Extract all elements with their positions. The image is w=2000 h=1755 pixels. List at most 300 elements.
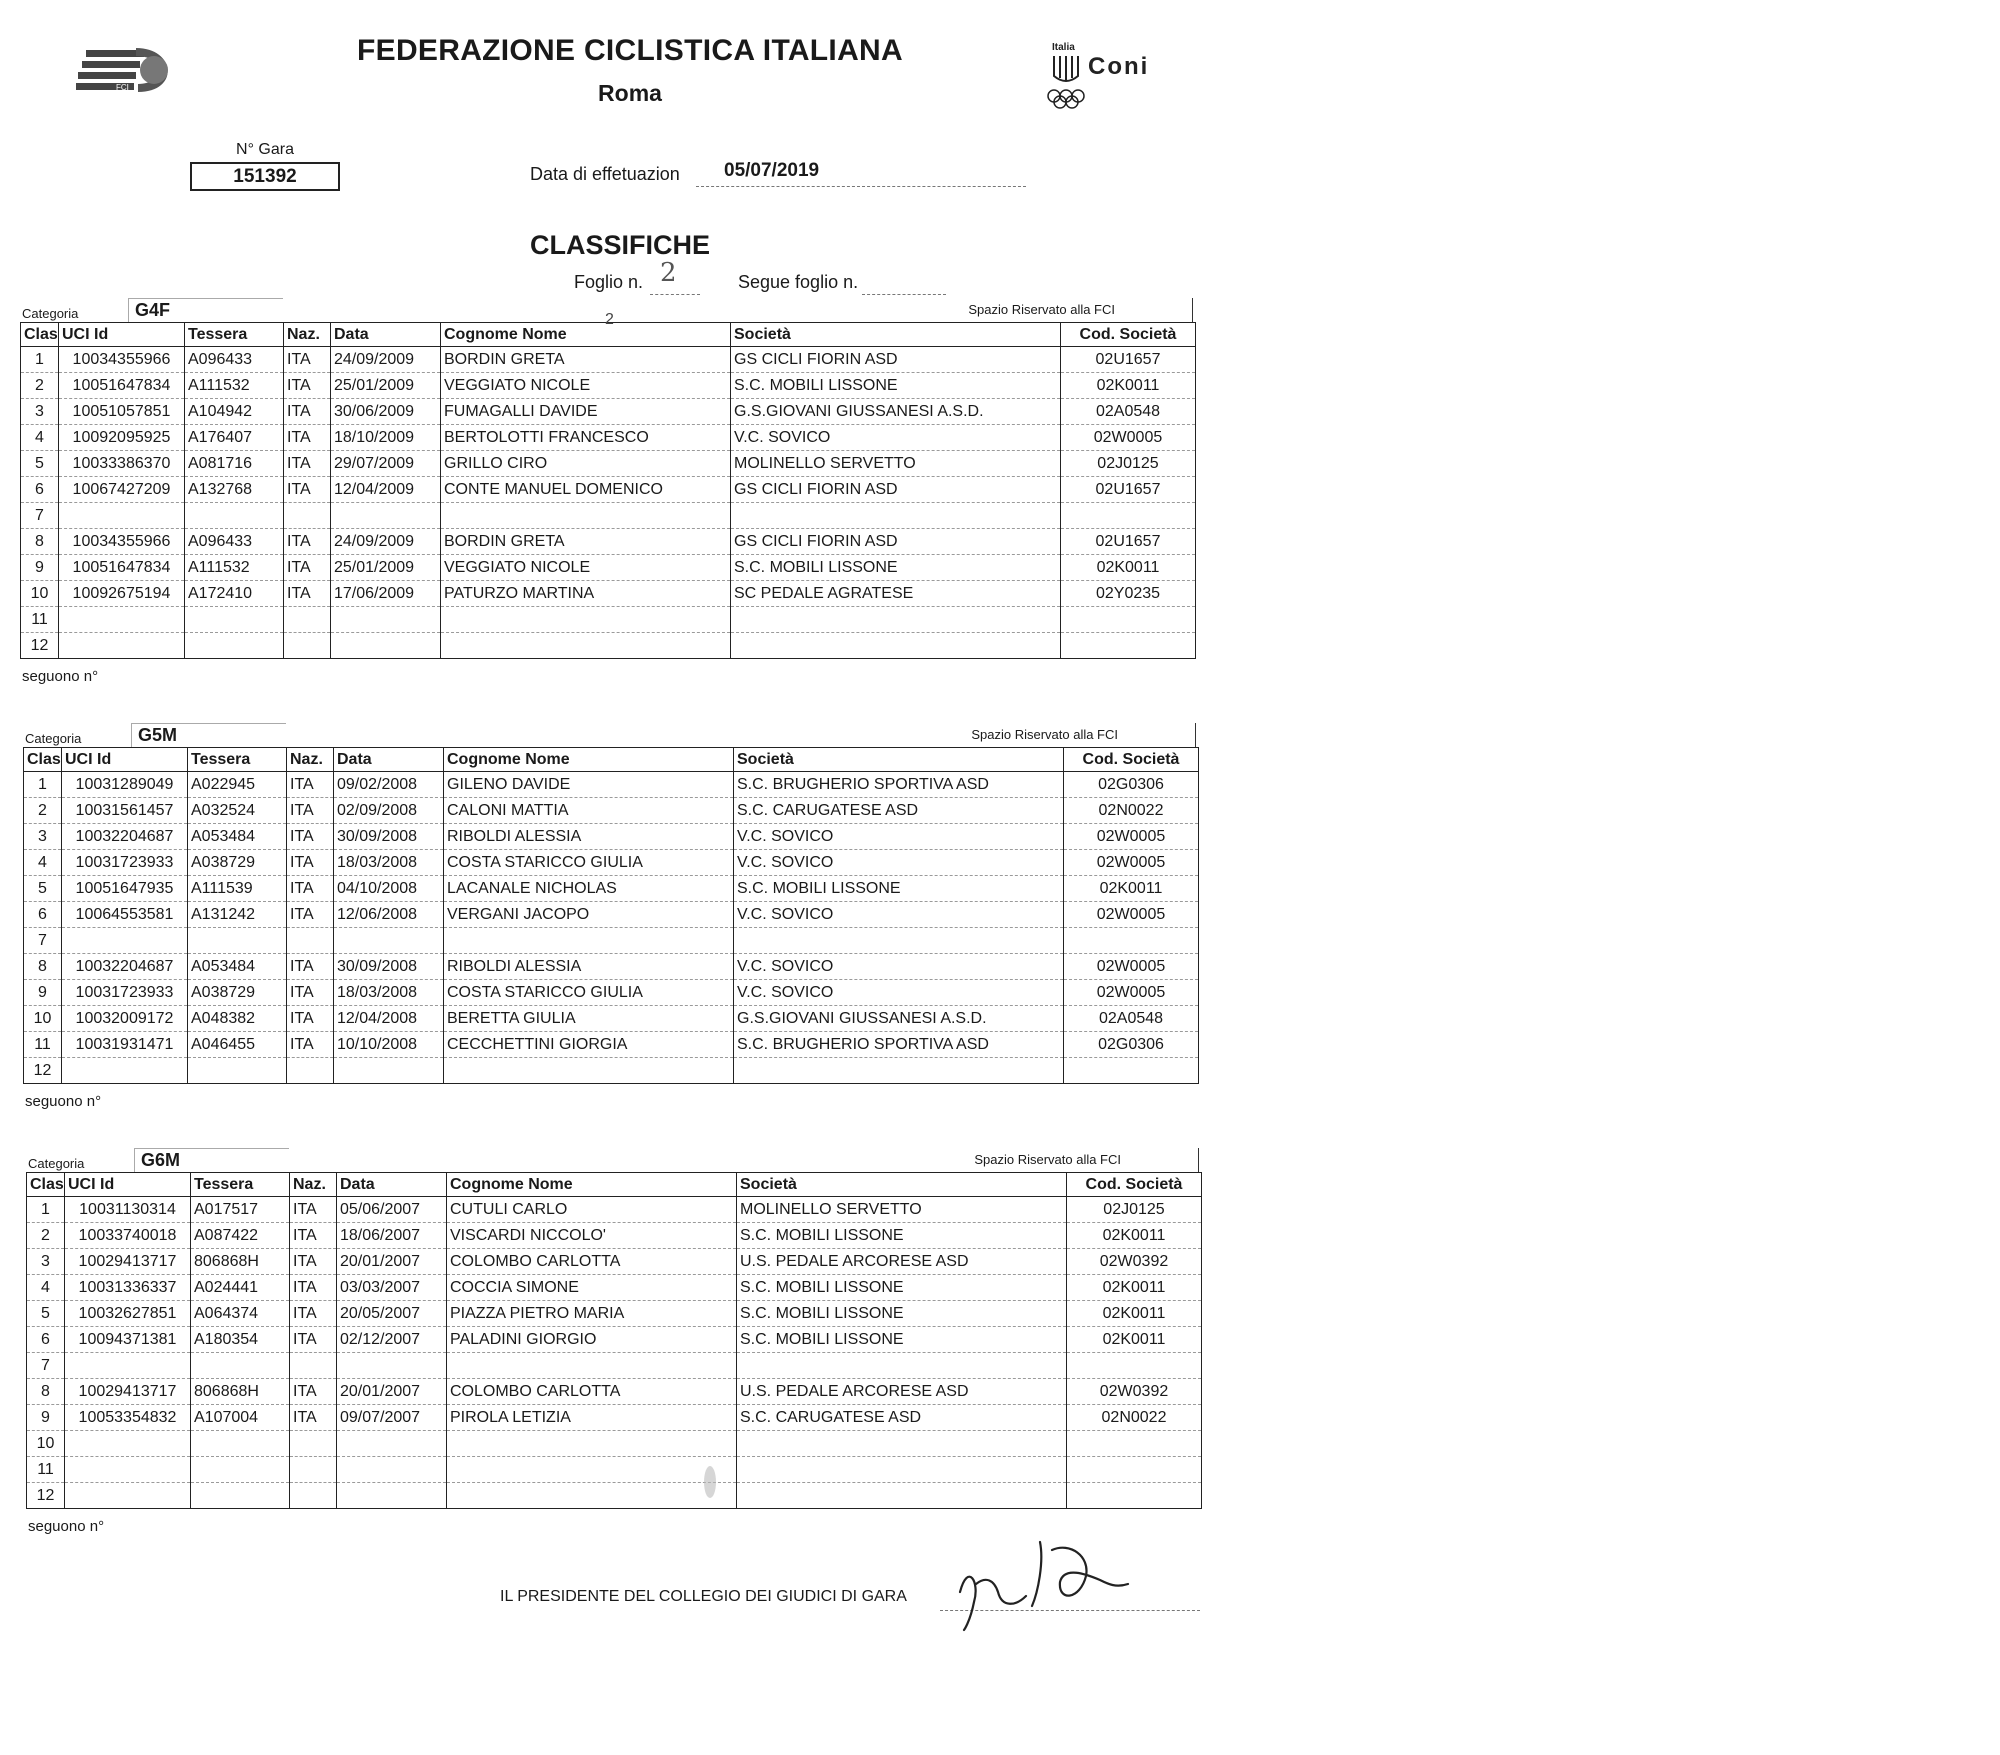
- cell-uci-id: 10029413717: [65, 1379, 191, 1405]
- cell-cognome-nome: CUTULI CARLO: [447, 1197, 737, 1223]
- cell-clas: 4: [27, 1275, 65, 1301]
- category-header: [20, 298, 1195, 328]
- table-row: [27, 1483, 1202, 1509]
- table-row: [24, 954, 1199, 980]
- reserved-divider: [1198, 1148, 1199, 1172]
- cell-cod-societa: [1061, 633, 1196, 659]
- cell-clas: 11: [24, 1032, 62, 1058]
- table-row: [27, 1197, 1202, 1223]
- cell-tessera: [191, 1483, 290, 1509]
- cell-cod-societa: 02J0125: [1067, 1197, 1202, 1223]
- cell-societa: V.C. SOVICO: [734, 824, 1064, 850]
- signature: [940, 1522, 1190, 1632]
- cell-tessera: A032524: [188, 798, 287, 824]
- cell-cod-societa: 02J0125: [1061, 451, 1196, 477]
- cell-cognome-nome: BERETTA GIULIA: [444, 1006, 734, 1032]
- cell-societa: V.C. SOVICO: [734, 902, 1064, 928]
- cell-data: [331, 633, 441, 659]
- cell-data: 25/01/2009: [331, 555, 441, 581]
- cell-uci-id: 10051057851: [59, 399, 185, 425]
- cell-cognome-nome: VEGGIATO NICOLE: [441, 373, 731, 399]
- table-header-row: [24, 748, 1199, 772]
- cell-clas: 9: [27, 1405, 65, 1431]
- cell-clas: 7: [27, 1353, 65, 1379]
- cell-naz: ITA: [290, 1249, 337, 1275]
- cell-cod-societa: 02A0548: [1061, 399, 1196, 425]
- cell-uci-id: [62, 1058, 188, 1084]
- cell-tessera: A104942: [185, 399, 284, 425]
- cell-tessera: A053484: [188, 824, 287, 850]
- cell-cognome-nome: [441, 503, 731, 529]
- table-row: [21, 373, 1196, 399]
- cell-naz: ITA: [284, 373, 331, 399]
- table-row: [24, 1032, 1199, 1058]
- cell-societa: [737, 1483, 1067, 1509]
- cell-tessera: A176407: [185, 425, 284, 451]
- cell-clas: 6: [24, 902, 62, 928]
- cell-societa: S.C. MOBILI LISSONE: [737, 1301, 1067, 1327]
- cell-cod-societa: 02U1657: [1061, 347, 1196, 373]
- date-underline: [696, 186, 1026, 187]
- cell-societa: G.S.GIOVANI GIUSSANESI A.S.D.: [731, 399, 1061, 425]
- column-header-uci-id: UCI Id: [65, 1173, 191, 1197]
- cell-data: 12/04/2008: [334, 1006, 444, 1032]
- cell-data: [337, 1457, 447, 1483]
- cell-clas: 12: [27, 1483, 65, 1509]
- cell-data: 02/09/2008: [334, 798, 444, 824]
- cell-cod-societa: 02G0306: [1064, 1032, 1199, 1058]
- segue-label: Segue foglio n.: [738, 272, 859, 292]
- table-row: [24, 772, 1199, 798]
- table-row: [27, 1223, 1202, 1249]
- cell-tessera: 806868H: [191, 1249, 290, 1275]
- column-header-cognome-nome: Cognome Nome: [447, 1173, 737, 1197]
- cell-data: 04/10/2008: [334, 876, 444, 902]
- cell-clas: 1: [21, 347, 59, 373]
- cell-data: 30/09/2008: [334, 824, 444, 850]
- cell-cod-societa: 02W0005: [1064, 954, 1199, 980]
- cell-societa: V.C. SOVICO: [734, 850, 1064, 876]
- cell-clas: 2: [21, 373, 59, 399]
- cell-clas: 7: [24, 928, 62, 954]
- cell-cognome-nome: BERTOLOTTI FRANCESCO: [441, 425, 731, 451]
- cell-cod-societa: [1067, 1457, 1202, 1483]
- cell-uci-id: 10031130314: [65, 1197, 191, 1223]
- category-name: G4F: [128, 298, 283, 322]
- cell-naz: ITA: [290, 1379, 337, 1405]
- cell-societa: S.C. BRUGHERIO SPORTIVA ASD: [734, 772, 1064, 798]
- cell-data: 24/09/2009: [331, 529, 441, 555]
- cell-naz: ITA: [284, 529, 331, 555]
- table-row: [24, 928, 1199, 954]
- cell-naz: ITA: [287, 876, 334, 902]
- cell-clas: 2: [24, 798, 62, 824]
- cell-societa: S.C. MOBILI LISSONE: [731, 555, 1061, 581]
- cell-tessera: A180354: [191, 1327, 290, 1353]
- cell-clas: 7: [21, 503, 59, 529]
- category-label: Categoria: [25, 731, 82, 746]
- cell-data: [337, 1431, 447, 1457]
- cell-naz: ITA: [287, 824, 334, 850]
- cell-uci-id: [59, 503, 185, 529]
- cell-cod-societa: 02W0005: [1064, 902, 1199, 928]
- cell-cognome-nome: COSTA STARICCO GIULIA: [444, 850, 734, 876]
- cell-tessera: A111532: [185, 555, 284, 581]
- cell-naz: ITA: [287, 1006, 334, 1032]
- cell-clas: 3: [27, 1249, 65, 1275]
- cell-cod-societa: [1067, 1483, 1202, 1509]
- table-row: [21, 581, 1196, 607]
- cell-tessera: A081716: [185, 451, 284, 477]
- cell-uci-id: 10092095925: [59, 425, 185, 451]
- cell-naz: [284, 607, 331, 633]
- table-row: [24, 1006, 1199, 1032]
- cell-uci-id: 10031931471: [62, 1032, 188, 1058]
- cell-cognome-nome: COLOMBO CARLOTTA: [447, 1379, 737, 1405]
- cell-naz: ITA: [284, 399, 331, 425]
- cell-data: 18/03/2008: [334, 980, 444, 1006]
- table-row: [21, 555, 1196, 581]
- cell-cognome-nome: CECCHETTINI GIORGIA: [444, 1032, 734, 1058]
- cell-tessera: A053484: [188, 954, 287, 980]
- cell-uci-id: 10034355966: [59, 347, 185, 373]
- cell-cod-societa: 02W0005: [1061, 425, 1196, 451]
- cell-naz: ITA: [287, 1032, 334, 1058]
- cell-naz: ITA: [284, 555, 331, 581]
- page-title: CLASSIFICHE: [530, 230, 711, 260]
- cell-tessera: A087422: [191, 1223, 290, 1249]
- president-label: IL PRESIDENTE DEL COLLEGIO DEI GIUDICI DI GARA: [500, 1588, 907, 1605]
- cell-data: [337, 1353, 447, 1379]
- cell-uci-id: 10051647834: [59, 555, 185, 581]
- cell-clas: 8: [24, 954, 62, 980]
- cell-cod-societa: 02U1657: [1061, 529, 1196, 555]
- cell-cod-societa: 02W0005: [1064, 980, 1199, 1006]
- cell-data: 24/09/2009: [331, 347, 441, 373]
- column-header-cognome-nome: Cognome Nome: [441, 323, 731, 347]
- cell-cognome-nome: CALONI MATTIA: [444, 798, 734, 824]
- cell-uci-id: 10029413717: [65, 1249, 191, 1275]
- cell-data: [334, 928, 444, 954]
- cell-naz: [287, 928, 334, 954]
- category-section-g5m: [23, 723, 1198, 1110]
- cell-naz: ITA: [290, 1301, 337, 1327]
- cell-data: 20/01/2007: [337, 1249, 447, 1275]
- category-name: G6M: [134, 1148, 289, 1172]
- cell-tessera: [191, 1353, 290, 1379]
- cell-cod-societa: [1067, 1431, 1202, 1457]
- table-row: [27, 1431, 1202, 1457]
- cell-cod-societa: 02K0011: [1064, 876, 1199, 902]
- table-row: [21, 607, 1196, 633]
- cell-cod-societa: 02A0548: [1064, 1006, 1199, 1032]
- cell-data: 12/04/2009: [331, 477, 441, 503]
- cell-uci-id: 10094371381: [65, 1327, 191, 1353]
- cell-data: 10/10/2008: [334, 1032, 444, 1058]
- cell-data: 02/12/2007: [337, 1327, 447, 1353]
- column-header-tessera: Tessera: [185, 323, 284, 347]
- column-header-data: Data: [331, 323, 441, 347]
- cell-data: 29/07/2009: [331, 451, 441, 477]
- cell-data: 09/02/2008: [334, 772, 444, 798]
- cell-naz: ITA: [290, 1197, 337, 1223]
- table-row: [27, 1379, 1202, 1405]
- cell-uci-id: [65, 1457, 191, 1483]
- cell-cod-societa: [1061, 503, 1196, 529]
- cell-tessera: A107004: [191, 1405, 290, 1431]
- cell-uci-id: 10032009172: [62, 1006, 188, 1032]
- column-header-societa: Società: [737, 1173, 1067, 1197]
- cell-data: [334, 1058, 444, 1084]
- table-header-row: [27, 1173, 1202, 1197]
- cell-cognome-nome: GILENO DAVIDE: [444, 772, 734, 798]
- cell-cod-societa: 02K0011: [1067, 1275, 1202, 1301]
- cell-tessera: A172410: [185, 581, 284, 607]
- cell-naz: ITA: [284, 425, 331, 451]
- cell-clas: 9: [24, 980, 62, 1006]
- cell-cognome-nome: CONTE MANUEL DOMENICO: [441, 477, 731, 503]
- cell-societa: S.C. BRUGHERIO SPORTIVA ASD: [734, 1032, 1064, 1058]
- cell-naz: ITA: [287, 954, 334, 980]
- column-header-clas: Clas: [24, 748, 62, 772]
- column-header-uci-id: UCI Id: [59, 323, 185, 347]
- cell-societa: [737, 1457, 1067, 1483]
- race-date-label: Data di effetuazion: [530, 164, 680, 184]
- cell-cognome-nome: PALADINI GIORGIO: [447, 1327, 737, 1353]
- cell-cod-societa: [1061, 607, 1196, 633]
- cell-uci-id: [65, 1431, 191, 1457]
- cell-naz: ITA: [287, 902, 334, 928]
- cell-tessera: [191, 1431, 290, 1457]
- cell-tessera: [185, 633, 284, 659]
- reserved-divider: [1192, 298, 1193, 322]
- cell-societa: MOLINELLO SERVETTO: [737, 1197, 1067, 1223]
- cell-clas: 11: [27, 1457, 65, 1483]
- table-row: [24, 980, 1199, 1006]
- cell-cognome-nome: RIBOLDI ALESSIA: [444, 824, 734, 850]
- cell-societa: S.C. CARUGATESE ASD: [734, 798, 1064, 824]
- seguono-label: seguono n°: [28, 1518, 105, 1535]
- cell-naz: ITA: [287, 850, 334, 876]
- cell-clas: 12: [24, 1058, 62, 1084]
- reserved-label: Spazio Riservato alla FCI: [974, 1152, 1121, 1167]
- table-row: [21, 529, 1196, 555]
- cell-cod-societa: 02K0011: [1067, 1301, 1202, 1327]
- cell-cod-societa: 02N0022: [1064, 798, 1199, 824]
- cell-cognome-nome: VEGGIATO NICOLE: [441, 555, 731, 581]
- table-row: [24, 798, 1199, 824]
- table-row: [21, 425, 1196, 451]
- cell-cod-societa: [1067, 1353, 1202, 1379]
- cell-naz: ITA: [287, 798, 334, 824]
- cell-uci-id: 10033740018: [65, 1223, 191, 1249]
- cell-uci-id: [65, 1483, 191, 1509]
- cell-cod-societa: [1064, 1058, 1199, 1084]
- cell-naz: ITA: [284, 581, 331, 607]
- reserved-label: Spazio Riservato alla FCI: [971, 727, 1118, 742]
- cell-naz: [284, 503, 331, 529]
- cell-uci-id: 10032204687: [62, 824, 188, 850]
- cell-societa: S.C. MOBILI LISSONE: [737, 1223, 1067, 1249]
- cell-clas: 5: [21, 451, 59, 477]
- cell-clas: 4: [21, 425, 59, 451]
- column-header-naz: Naz.: [290, 1173, 337, 1197]
- cell-societa: V.C. SOVICO: [734, 954, 1064, 980]
- cell-tessera: [188, 1058, 287, 1084]
- table-row: [21, 347, 1196, 373]
- cell-societa: G.S.GIOVANI GIUSSANESI A.S.D.: [734, 1006, 1064, 1032]
- column-header-uci-id: UCI Id: [62, 748, 188, 772]
- cell-clas: 4: [24, 850, 62, 876]
- category-label: Categoria: [28, 1156, 85, 1171]
- column-header-naz: Naz.: [287, 748, 334, 772]
- cell-data: 20/05/2007: [337, 1301, 447, 1327]
- cell-data: [331, 607, 441, 633]
- table-row: [24, 876, 1199, 902]
- table-row: [27, 1249, 1202, 1275]
- cell-societa: S.C. CARUGATESE ASD: [737, 1405, 1067, 1431]
- cell-tessera: A024441: [191, 1275, 290, 1301]
- cell-cod-societa: 02W0392: [1067, 1379, 1202, 1405]
- cell-uci-id: [62, 928, 188, 954]
- cell-societa: GS CICLI FIORIN ASD: [731, 529, 1061, 555]
- cell-naz: [290, 1353, 337, 1379]
- table-row: [27, 1301, 1202, 1327]
- cell-naz: [290, 1457, 337, 1483]
- cell-naz: ITA: [284, 477, 331, 503]
- cell-societa: SC PEDALE AGRATESE: [731, 581, 1061, 607]
- cell-cognome-nome: RIBOLDI ALESSIA: [444, 954, 734, 980]
- table-row: [27, 1327, 1202, 1353]
- cell-tessera: A017517: [191, 1197, 290, 1223]
- cell-societa: [737, 1431, 1067, 1457]
- table-row: [21, 503, 1196, 529]
- cell-clas: 10: [24, 1006, 62, 1032]
- column-header-societa: Società: [731, 323, 1061, 347]
- cell-societa: [731, 503, 1061, 529]
- cell-naz: [290, 1431, 337, 1457]
- cell-cognome-nome: [447, 1431, 737, 1457]
- cell-societa: [731, 633, 1061, 659]
- cell-uci-id: 10053354832: [65, 1405, 191, 1431]
- cell-societa: V.C. SOVICO: [734, 980, 1064, 1006]
- cell-uci-id: 10031336337: [65, 1275, 191, 1301]
- cell-cod-societa: [1064, 928, 1199, 954]
- column-header-tessera: Tessera: [191, 1173, 290, 1197]
- cell-naz: ITA: [290, 1327, 337, 1353]
- cell-societa: S.C. MOBILI LISSONE: [737, 1275, 1067, 1301]
- cell-cognome-nome: BORDIN GRETA: [441, 347, 731, 373]
- cell-uci-id: [59, 633, 185, 659]
- cell-societa: GS CICLI FIORIN ASD: [731, 477, 1061, 503]
- cell-societa: S.C. MOBILI LISSONE: [731, 373, 1061, 399]
- foglio-underline: [650, 294, 700, 295]
- table-row: [27, 1275, 1202, 1301]
- svg-text:Italia: Italia: [1052, 42, 1075, 53]
- cell-naz: ITA: [287, 772, 334, 798]
- cell-clas: 3: [24, 824, 62, 850]
- cell-tessera: A022945: [188, 772, 287, 798]
- table-row: [24, 902, 1199, 928]
- segue-underline: [862, 294, 946, 295]
- results-table: [26, 1172, 1202, 1509]
- table-row: [27, 1457, 1202, 1483]
- cell-uci-id: 10032204687: [62, 954, 188, 980]
- column-header-tessera: Tessera: [188, 748, 287, 772]
- foglio-label: Foglio n.: [574, 272, 644, 292]
- cell-cognome-nome: VISCARDI NICCOLO': [447, 1223, 737, 1249]
- cell-cognome-nome: PIROLA LETIZIA: [447, 1405, 737, 1431]
- cell-data: 30/06/2009: [331, 399, 441, 425]
- cell-societa: [737, 1353, 1067, 1379]
- cell-cod-societa: 02W0005: [1064, 850, 1199, 876]
- cell-uci-id: 10064553581: [62, 902, 188, 928]
- seguono-label: seguono n°: [22, 668, 99, 685]
- cell-cognome-nome: [444, 928, 734, 954]
- race-number: 151392: [190, 162, 340, 191]
- results-table: [23, 747, 1199, 1084]
- cell-naz: [290, 1483, 337, 1509]
- cell-uci-id: 10051647935: [62, 876, 188, 902]
- cell-clas: 10: [27, 1431, 65, 1457]
- cell-data: 18/06/2007: [337, 1223, 447, 1249]
- cell-cod-societa: 02K0011: [1061, 555, 1196, 581]
- cell-clas: 9: [21, 555, 59, 581]
- cell-clas: 5: [27, 1301, 65, 1327]
- table-row: [21, 633, 1196, 659]
- cell-data: 17/06/2009: [331, 581, 441, 607]
- cell-naz: [284, 633, 331, 659]
- cell-clas: 12: [21, 633, 59, 659]
- column-header-cod-societa: Cod. Società: [1064, 748, 1199, 772]
- cell-cognome-nome: COCCIA SIMONE: [447, 1275, 737, 1301]
- cell-clas: 8: [27, 1379, 65, 1405]
- cell-naz: ITA: [290, 1405, 337, 1431]
- column-header-clas: Clas: [21, 323, 59, 347]
- cell-societa: U.S. PEDALE ARCORESE ASD: [737, 1379, 1067, 1405]
- cell-data: 25/01/2009: [331, 373, 441, 399]
- column-header-clas: Clas: [27, 1173, 65, 1197]
- cell-clas: 2: [27, 1223, 65, 1249]
- cell-cognome-nome: PATURZO MARTINA: [441, 581, 731, 607]
- svg-text:FCI: FCI: [116, 83, 129, 92]
- cell-naz: [287, 1058, 334, 1084]
- cell-data: 05/06/2007: [337, 1197, 447, 1223]
- cell-clas: 10: [21, 581, 59, 607]
- cell-tessera: A046455: [188, 1032, 287, 1058]
- column-header-naz: Naz.: [284, 323, 331, 347]
- cell-naz: ITA: [290, 1275, 337, 1301]
- table-row: [27, 1353, 1202, 1379]
- cell-societa: U.S. PEDALE ARCORESE ASD: [737, 1249, 1067, 1275]
- cell-cognome-nome: VERGANI JACOPO: [444, 902, 734, 928]
- cell-societa: [734, 1058, 1064, 1084]
- cell-societa: [734, 928, 1064, 954]
- cell-uci-id: 10051647834: [59, 373, 185, 399]
- cell-cognome-nome: [447, 1353, 737, 1379]
- cell-data: 12/06/2008: [334, 902, 444, 928]
- cell-cognome-nome: PIAZZA PIETRO MARIA: [447, 1301, 737, 1327]
- reserved-label: Spazio Riservato alla FCI: [968, 302, 1115, 317]
- cell-cognome-nome: [441, 607, 731, 633]
- table-row: [24, 824, 1199, 850]
- cell-uci-id: 10031561457: [62, 798, 188, 824]
- cell-cognome-nome: [441, 633, 731, 659]
- category-section-g6m: [26, 1148, 1201, 1535]
- cell-cognome-nome: FUMAGALLI DAVIDE: [441, 399, 731, 425]
- cell-clas: 5: [24, 876, 62, 902]
- cell-uci-id: [59, 607, 185, 633]
